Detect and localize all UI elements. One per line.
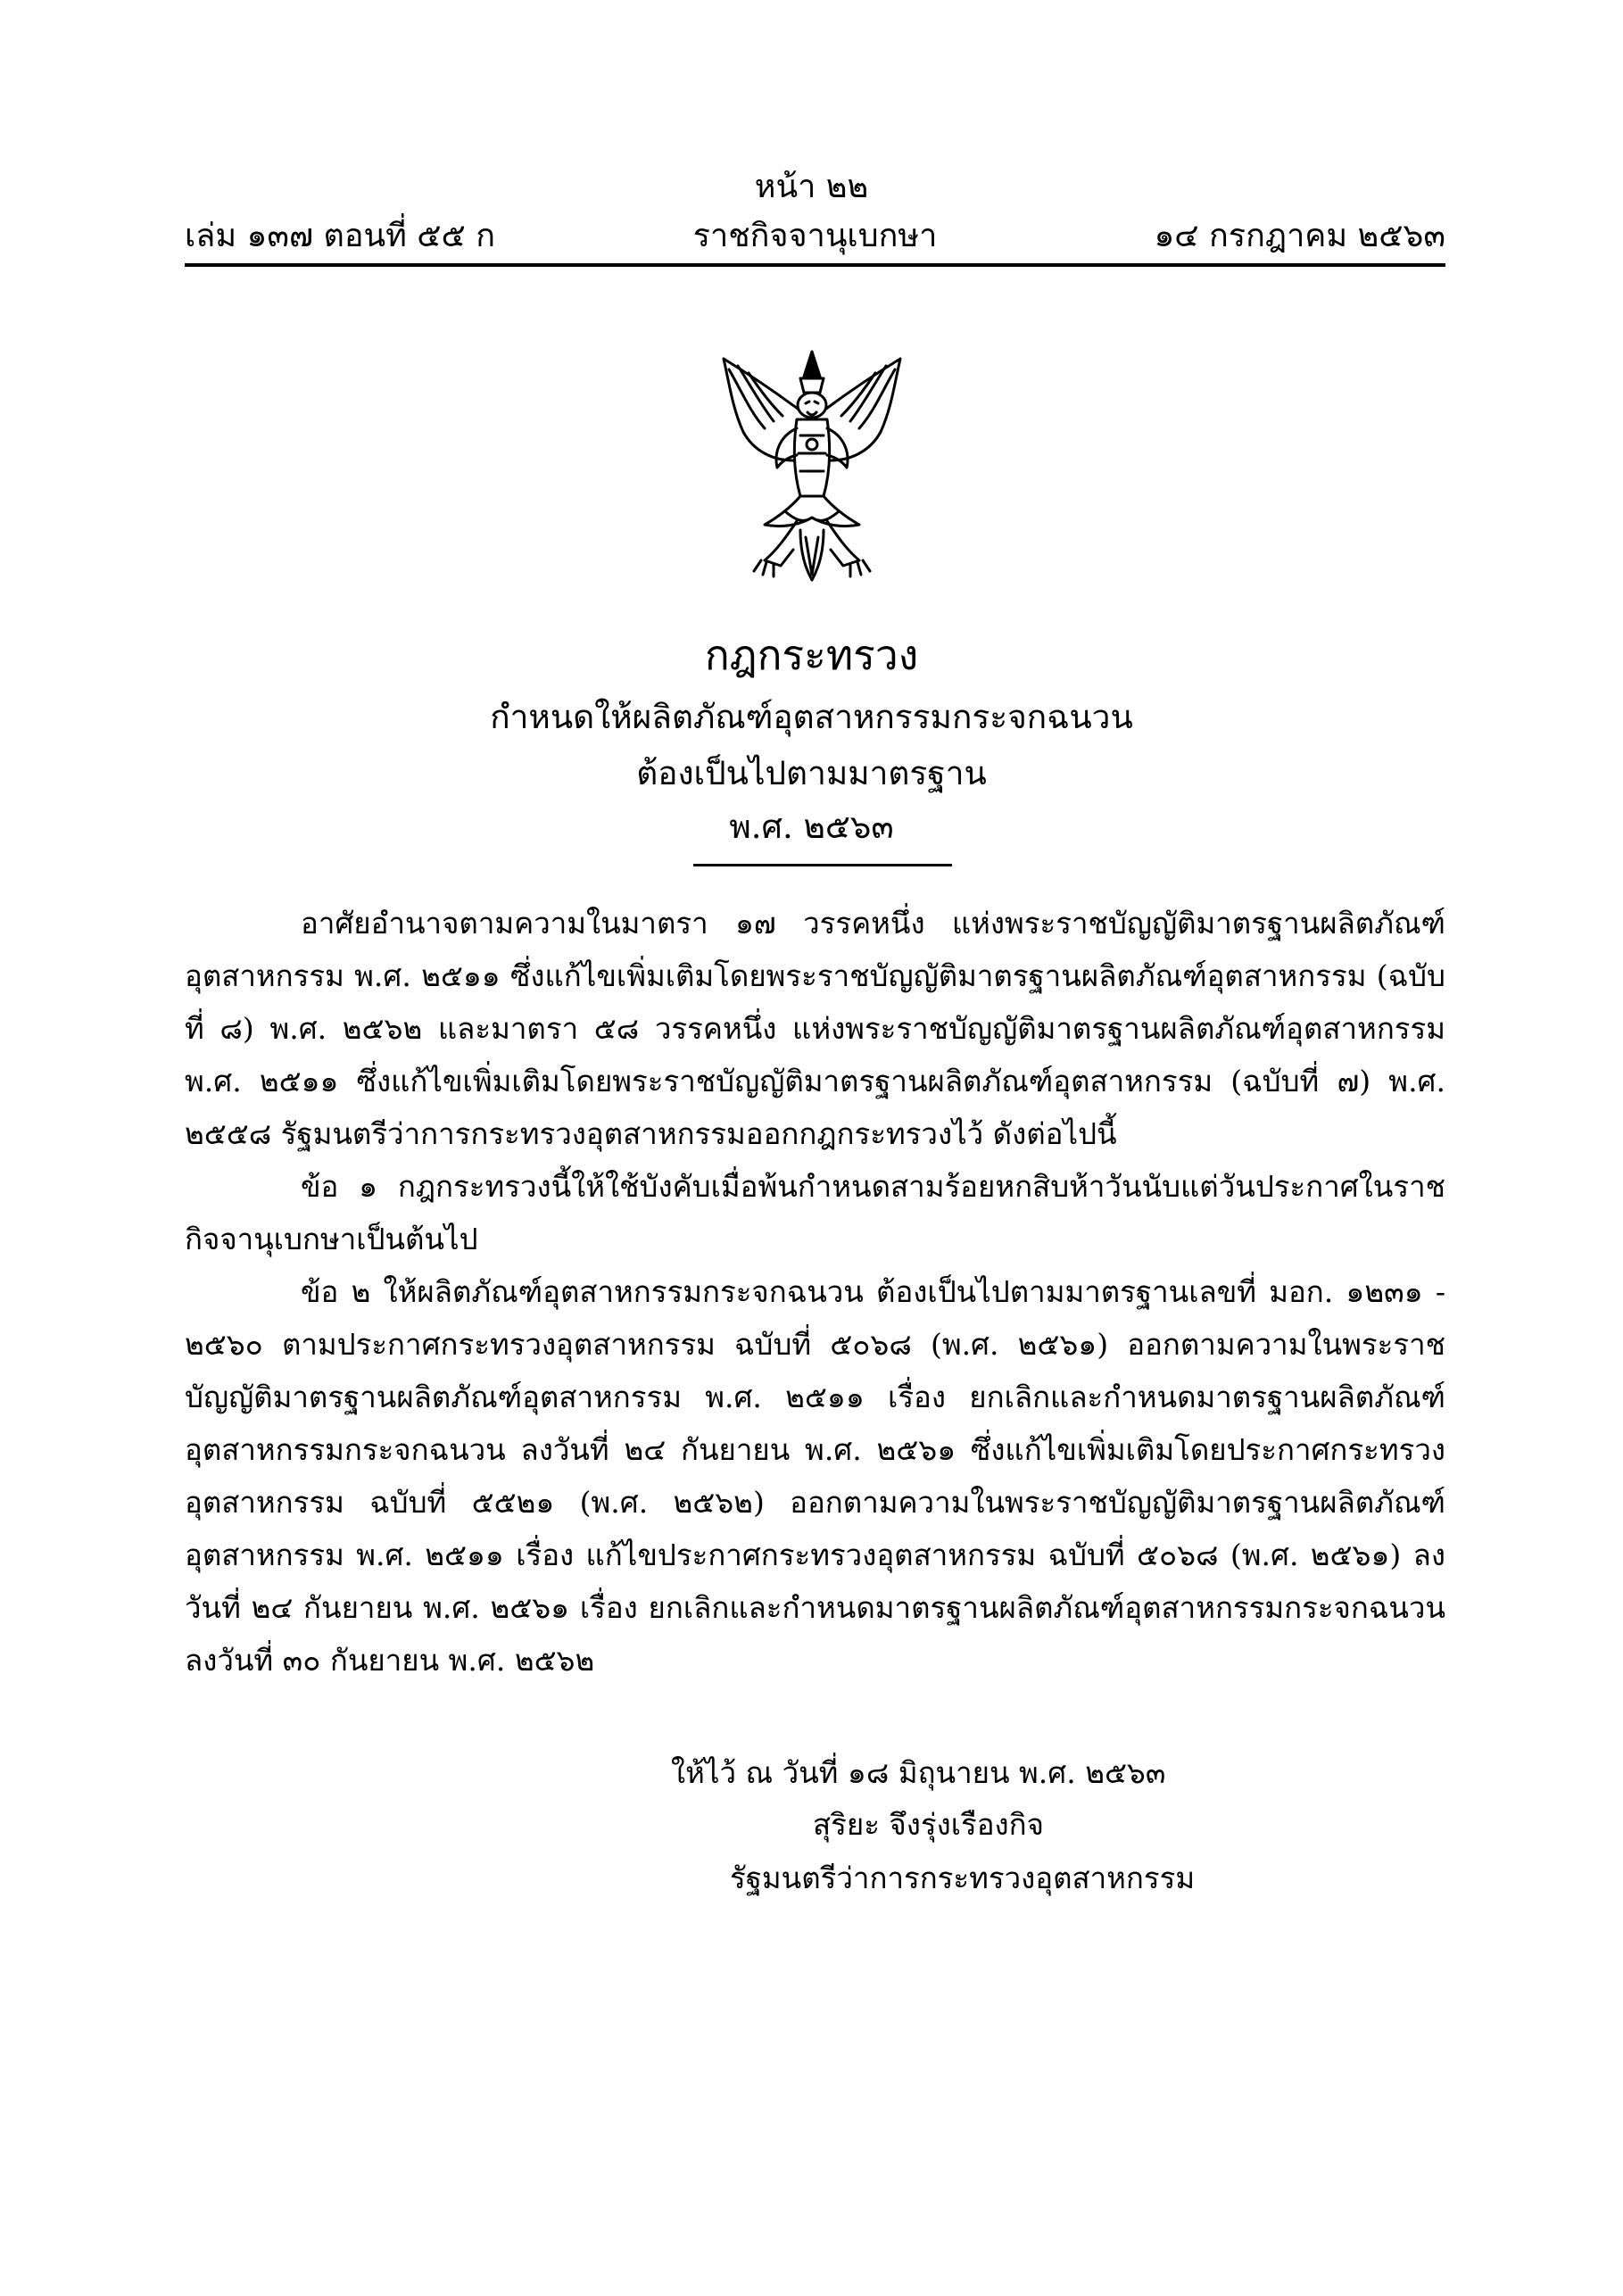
document-subtitle-line-1: กำหนดให้ผลิตภัณฑ์อุตสาหกรรมกระจกฉนวน <box>490 698 1133 736</box>
signatory-position: รัฐมนตรีว่าการกระทรวงอุตสาหกรรม <box>730 1861 1196 1895</box>
document-year: พ.ศ. ๒๕๖๓ <box>729 808 894 846</box>
page-number: หน้า ๒๒ <box>754 169 869 205</box>
title-divider <box>693 864 952 866</box>
gazette-date: ๑๔ กรกฎาคม ๒๕๖๓ <box>1154 218 1445 254</box>
gazette-header <box>185 217 1445 261</box>
signatory-name: สุริยะ จึงรุ่งเรืองกิจ <box>813 1807 1044 1842</box>
clause-2-paragraph: ข้อ ๒ ให้ผลิตภัณฑ์อุตสาหกรรมกระจกฉนวน ต้องเป็นไปตามมาตรฐานเลขที่ มอก. ๑๒๓๑ - ๒๕๖๐ ตามประกาศกระทรวงอุตสาหกรรม ฉบับที่ ๕๐๖๘ (พ.ศ. ๒๕๖๑) ออกตามความในพระราชบัญญัติมาตรฐานผลิตภัณฑ์อุตสาหกรรม พ.ศ. ๒๕๑๑ เรื่อง ยกเลิกและกำหนดมาตรฐานผลิตภัณฑ์อุตสาหกรรมกระจกฉนวน ลงวันที่ ๒๔ กันยายน พ.ศ. ๒๕๖๑ ซึ่งแก้ไขเพิ่มเติมโดยประกาศกระทรวงอุตสาหกรรม ฉบับที่ ๕๕๒๑ (พ.ศ. ๒๕๖๒) ออกตามความในพระราชบัญญัติมาตรฐานผลิตภัณฑ์อุตสาหกรรม พ.ศ. ๒๕๑๑ เรื่อง แก้ไขประกาศกระทรวงอุตสาหกรรม ฉบับที่ ๕๐๖๘ (พ.ศ. ๒๕๖๑) ลงวันที่ ๒๔ กันยายน พ.ศ. ๒๕๖๑ เรื่อง ยกเลิกและกำหนดมาตรฐานผลิตภัณฑ์อุตสาหกรรมกระจกฉนวน ลงวันที่ ๓๐ กันยายน พ.ศ. ๒๕๖๒ <box>185 1274 1445 1678</box>
issue-info: เล่ม ๑๓๗ ตอนที่ ๕๕ ก <box>185 218 496 254</box>
clause-1-paragraph: ข้อ ๑ กฎกระทรวงนี้ให้ใช้บังคับเมื่อพ้นกำหนดสามร้อยหกสิบห้าวันนับแต่วันประกาศในราชกิจจานุเบกษาเป็นต้นไป <box>185 1169 1445 1256</box>
document-body <box>185 897 1445 1687</box>
signature-date: ให้ไว้ ณ วันที่ ๑๘ มิถุนายน พ.ศ. ๒๕๖๓ <box>671 1755 1166 1790</box>
document-subtitle-line-2: ต้องเป็นไปตามมาตรฐาน <box>636 754 987 792</box>
gazette-name: ราชกิจจานุเบกษา <box>692 218 938 254</box>
document-title: กฎกระทรวง <box>704 631 919 679</box>
garuda-emblem-icon <box>711 346 913 585</box>
header-divider <box>185 263 1445 267</box>
preamble-paragraph: อาศัยอำนาจตามความในมาตรา ๑๗ วรรคหนึ่ง แห่งพระราชบัญญัติมาตรฐานผลิตภัณฑ์อุตสาหกรรม พ.ศ. ๒๕๑๑ ซึ่งแก้ไขเพิ่มเติมโดยพระราชบัญญัติมาตรฐานผลิตภัณฑ์อุตสาหกรรม (ฉบับที่ ๘) พ.ศ. ๒๕๖๒ และมาตรา ๕๘ วรรคหนึ่ง แห่งพระราชบัญญัติมาตรฐานผลิตภัณฑ์อุตสาหกรรม พ.ศ. ๒๕๑๑ ซึ่งแก้ไขเพิ่มเติมโดยพระราชบัญญัติมาตรฐานผลิตภัณฑ์อุตสาหกรรม (ฉบับที่ ๗) พ.ศ. ๒๕๕๘ รัฐมนตรีว่าการกระทรวงอุตสาหกรรมออกกฎกระทรวงไว้ ดังต่อไปนี้ <box>185 906 1445 1151</box>
